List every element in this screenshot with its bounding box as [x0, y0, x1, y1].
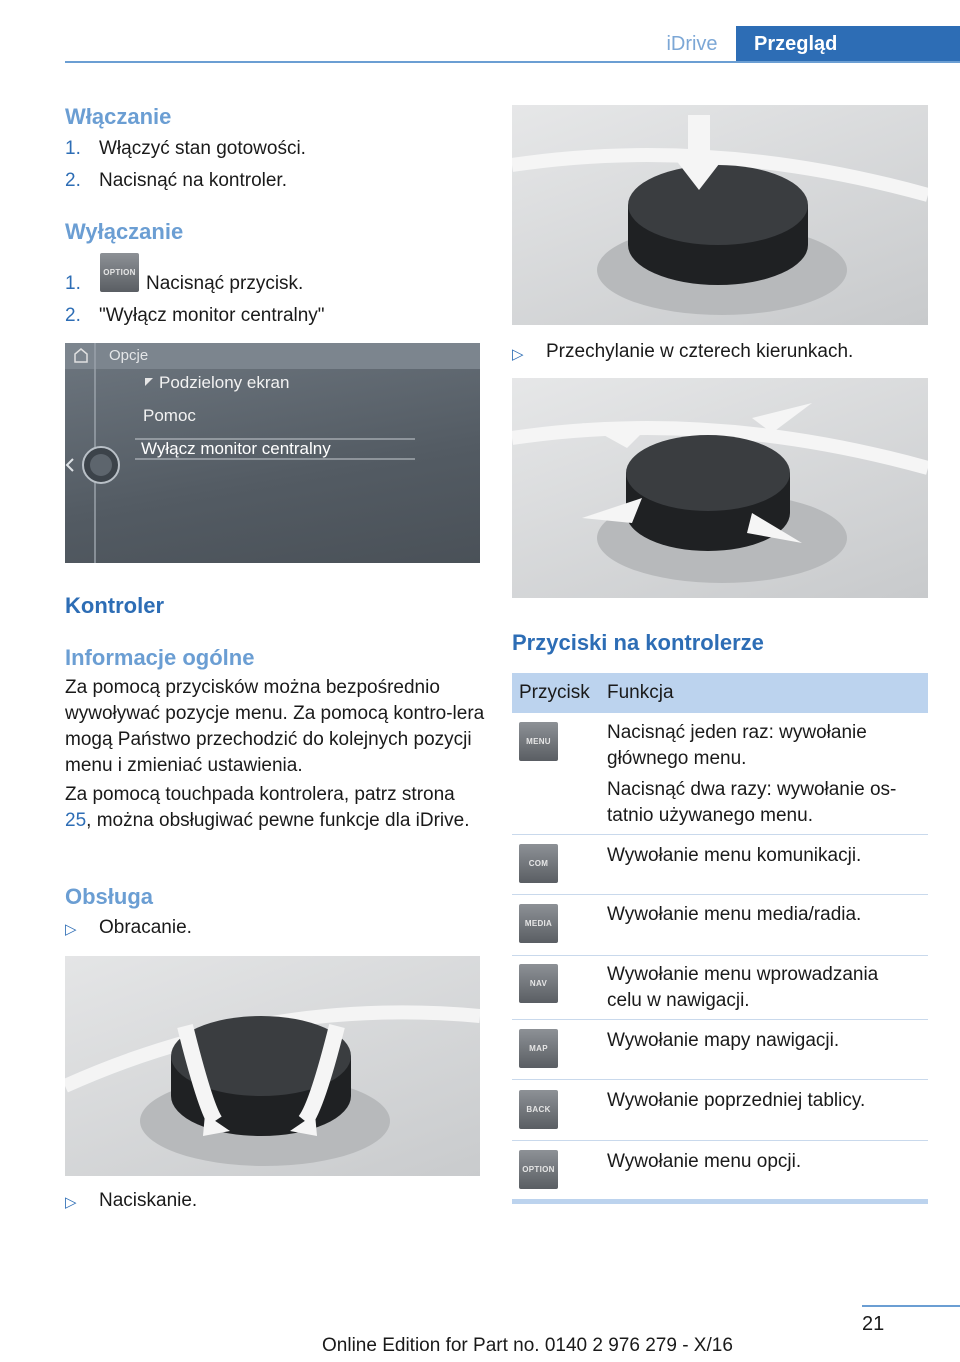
controller-tilt-image — [512, 378, 928, 598]
option-button-icon: OPTION — [519, 1150, 558, 1189]
table-row-divider — [512, 834, 928, 835]
section-title-obsluga: Obsługa — [65, 884, 154, 909]
header-rule — [65, 61, 960, 63]
footer-rule — [862, 1305, 960, 1307]
table-cell-function: Wywołanie poprzedniej tablicy. — [607, 1090, 866, 1111]
screen-item-monitor-off: Wyłącz monitor centralny — [141, 439, 331, 458]
table-row-divider — [512, 894, 928, 895]
screen-options-image — [65, 343, 480, 563]
step-number: 2. — [65, 305, 81, 326]
bullet-text: Obracanie. — [99, 917, 192, 938]
table-row-divider — [512, 1019, 928, 1020]
step-number: 1. — [65, 273, 81, 294]
table-cell-function: Wywołanie mapy nawigacji. — [607, 1030, 840, 1051]
menu-button-icon: MENU — [519, 722, 558, 761]
table-cell-function: Wywołanie menu opcji. — [607, 1151, 802, 1172]
section-subtitle-informacje: Informacje ogólne — [65, 645, 255, 670]
bullet-text: Przechylanie w czterech kierunkach. — [546, 341, 854, 362]
bullet-triangle-icon: ▷ — [65, 921, 77, 938]
header-tab-idrive: iDrive — [666, 33, 718, 55]
screen-item-help: Pomoc — [143, 406, 196, 425]
controller-tilt-graphic — [512, 378, 928, 598]
controller-rotate-image — [65, 956, 480, 1176]
bullet-text: Naciskanie. — [99, 1190, 198, 1211]
table-cell-function: Nacisnąć dwa razy: wywołanie os-tatnio używanego menu. — [607, 779, 897, 826]
paragraph-touchpad — [65, 782, 485, 834]
screen-item-split: Podzielony ekran — [159, 373, 290, 392]
table-footer-bar — [512, 1199, 928, 1204]
table-row-divider — [512, 1140, 928, 1141]
controller-rotate-graphic — [65, 956, 480, 1176]
section-title-wylaczanie: Wyłączanie — [65, 219, 184, 244]
table-row-divider — [512, 1079, 928, 1080]
page-link[interactable]: 25 — [65, 810, 87, 831]
header-tab-przeglad: Przegląd — [736, 26, 960, 62]
section-title-kontroler: Kontroler — [65, 593, 164, 618]
table-cell-function: Nacisnąć jeden raz: wywołanie głównego menu. — [607, 722, 867, 769]
step-number: 1. — [65, 138, 81, 159]
step-text: "Wyłącz monitor centralny" — [99, 305, 325, 326]
table-cell-function: Wywołanie menu media/radia. — [607, 904, 862, 925]
table-cell-function: Wywołanie menu komunikacji. — [607, 845, 862, 866]
map-button-icon: MAP — [519, 1029, 558, 1068]
table-row-divider — [512, 955, 928, 956]
controller-press-image — [512, 105, 928, 325]
step-number: 2. — [65, 170, 81, 191]
bullet-triangle-icon: ▷ — [512, 346, 524, 363]
paragraph-text: Za pomocą touchpada kontrolera, patrz strona — [65, 784, 455, 805]
table-header-przycisk: Przycisk — [519, 682, 590, 703]
screen-title: Opcje — [109, 347, 149, 364]
step-text: Włączyć stan gotowości. — [99, 138, 306, 159]
table-cell-function: Wywołanie menu wprowadzania celu w nawigacji. — [607, 964, 879, 1011]
paragraph-info: Za pomocą przycisków można bezpośrednio wywoływać pozycje menu. Za pomocą kontro-lera mogą Państwo przechodzić do kolejnych pozycji menu i zmieniać ustawienia. — [65, 677, 485, 776]
bullet-triangle-icon: ▷ — [65, 1194, 77, 1211]
step-text: Nacisnąć przycisk. — [146, 273, 304, 294]
section-title-przyciski: Przyciski na kontrolerze — [512, 630, 764, 655]
section-title-wlaczanie: Włączanie — [65, 104, 172, 129]
option-button-icon: OPTION — [100, 253, 139, 292]
online-edition-note: Online Edition for Part no. 0140 2 976 279 - X/16 — [322, 1335, 733, 1356]
table-header-funkcja: Funkcja — [607, 682, 674, 703]
page-number: 21 — [862, 1313, 885, 1335]
media-button-icon: MEDIA — [519, 904, 558, 943]
controller-press-graphic — [512, 105, 928, 325]
step-text: Nacisnąć na kontroler. — [99, 170, 287, 191]
nav-button-icon: NAV — [519, 964, 558, 1003]
back-button-icon: BACK — [519, 1090, 558, 1129]
com-button-icon: COM — [519, 844, 558, 883]
paragraph-text: , można obsługiwać pewne funkcje dla iDrive. — [86, 810, 470, 831]
